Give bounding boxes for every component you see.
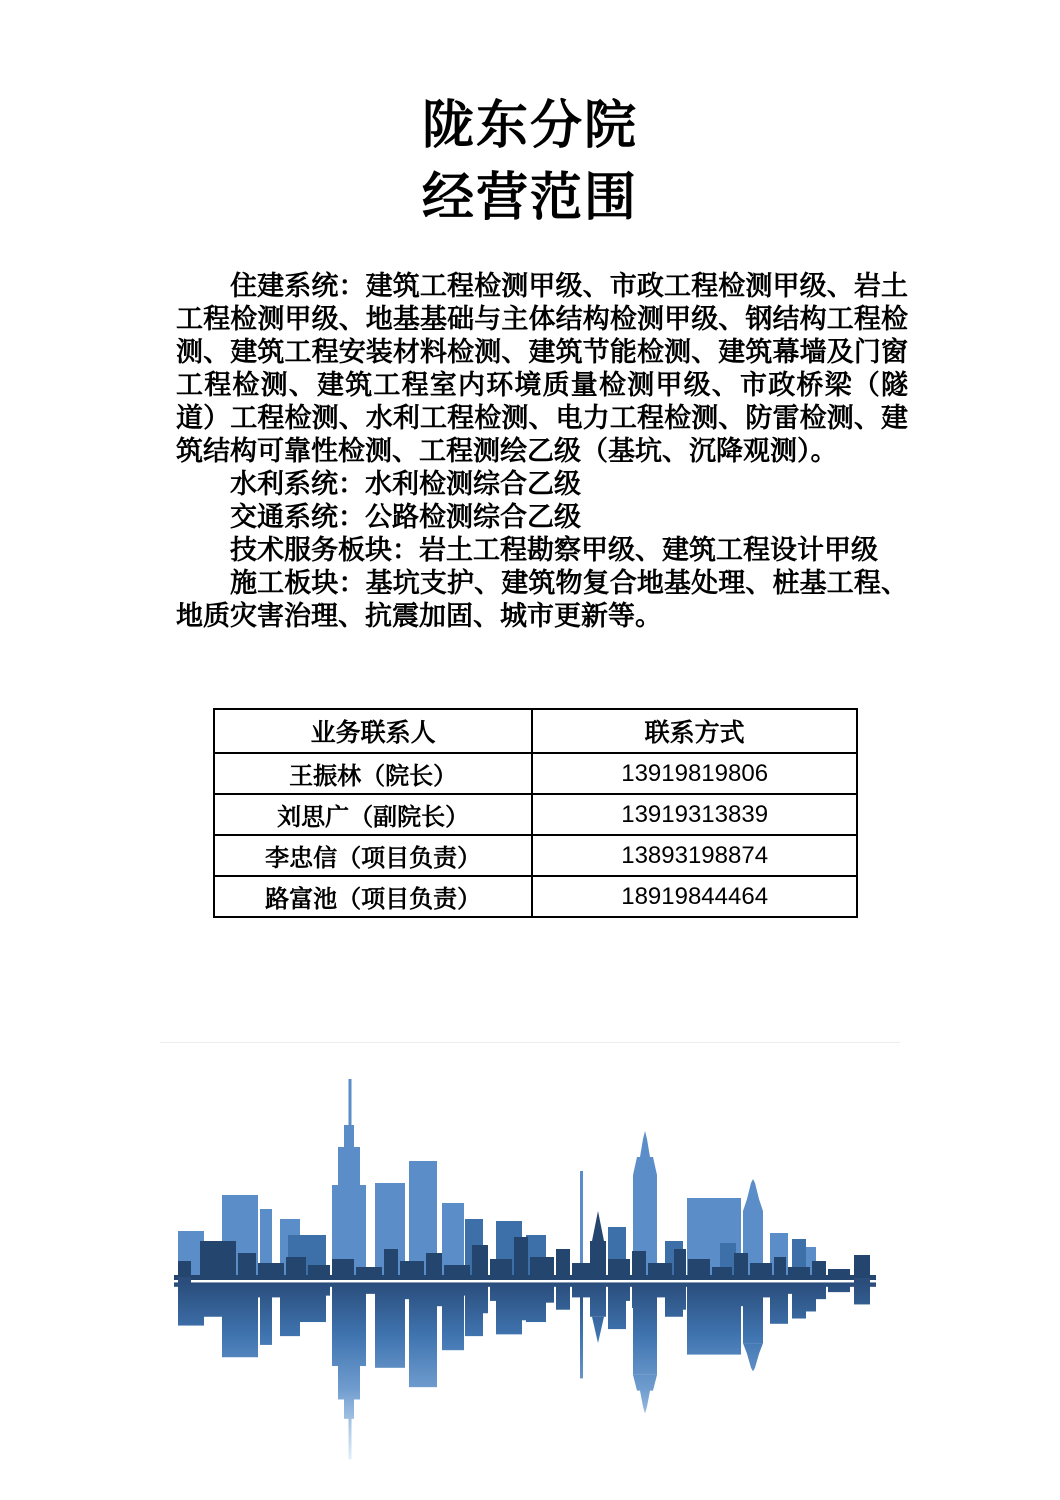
contact-name: 王振林（院长） xyxy=(214,753,532,794)
scope-paragraph-construction: 施工板块：基坑支护、建筑物复合地基处理、桩基工程、地质灾害治理、抗震加固、城市更新等。 xyxy=(176,568,908,631)
contact-phone: 13919819806 xyxy=(532,753,857,794)
skyline-reflection xyxy=(174,1277,876,1459)
table-row xyxy=(214,835,857,876)
scope-paragraph-water: 水利系统：水利检测综合乙级 xyxy=(230,469,581,499)
scope-paragraph-services: 技术服务板块：岩土工程勘察甲级、建筑工程设计甲级 xyxy=(230,535,878,565)
header-contact-method: 联系方式 xyxy=(532,709,857,753)
contact-table-header-row xyxy=(214,709,857,753)
scope-paragraph-housing: 住建系统：建筑工程检测甲级、市政工程检测甲级、岩土工程检测甲级、地基基础与主体结构检测甲级、钢结构工程检测、建筑工程安装材料检测、建筑节能检测、建筑幕墙及门窗工程检测、建筑工程室内环境质量检测甲级、市政桥梁（隧道）工程检测、水利工程检测、电力工程检测、防雷检测、建筑结构可靠性检测、工程测绘乙级（基坑、沉降观测）。 xyxy=(176,271,908,466)
contact-phone: 13893198874 xyxy=(532,835,857,876)
contact-phone: 13919313839 xyxy=(532,794,857,835)
contact-name: 李忠信（项目负责） xyxy=(214,835,532,876)
contact-name: 路富池（项目负责） xyxy=(214,876,532,917)
table-row xyxy=(214,753,857,794)
header-contact-person: 业务联系人 xyxy=(214,709,532,753)
table-row xyxy=(214,794,857,835)
skyline-city xyxy=(174,1079,876,1286)
city-skyline-svg xyxy=(160,1043,900,1463)
business-scope-text xyxy=(176,270,908,633)
contact-phone: 18919844464 xyxy=(532,876,857,917)
city-skyline-graphic xyxy=(160,1042,900,1463)
title-line-1: 陇东分院 xyxy=(421,97,638,155)
title-line-2: 经营范围 xyxy=(421,169,638,227)
contact-table xyxy=(213,708,858,918)
page-title xyxy=(0,90,1060,234)
contact-name: 刘思广（副院长） xyxy=(214,794,532,835)
table-row xyxy=(214,876,857,917)
scope-paragraph-transport: 交通系统：公路检测综合乙级 xyxy=(230,502,581,532)
